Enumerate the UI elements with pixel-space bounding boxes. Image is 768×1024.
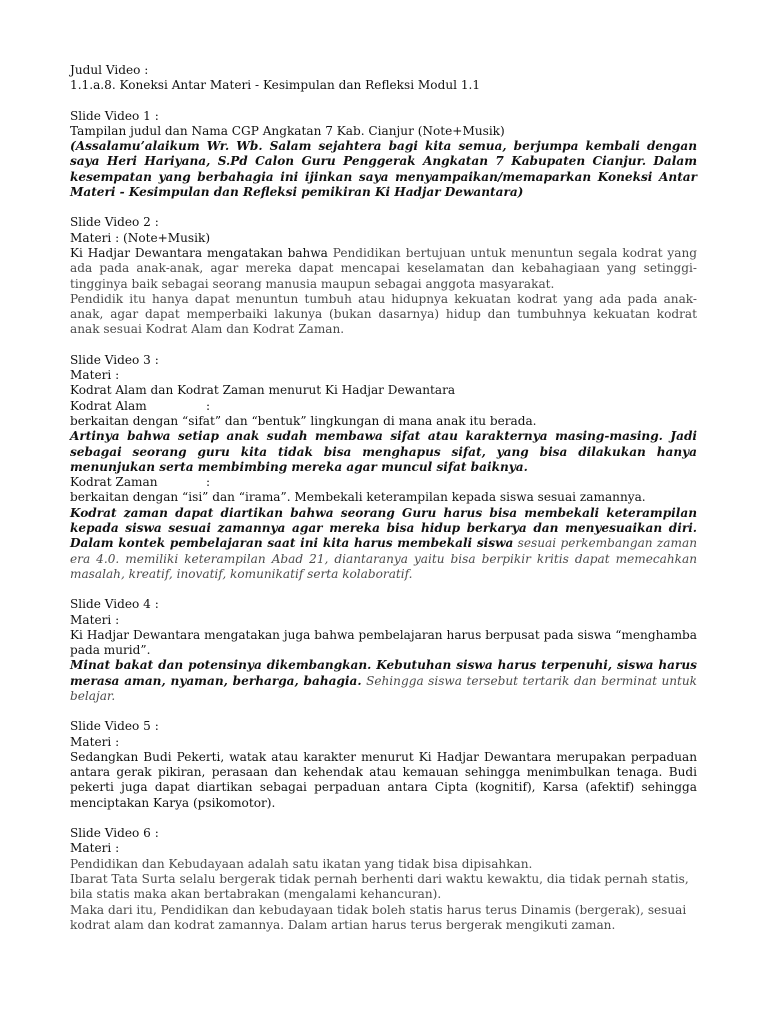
slide-2-paragraph-1-lead: Ki Hadjar Dewantara mengatakan bahwa (70, 245, 328, 260)
slide-3-heading: Slide Video 3 : (70, 352, 159, 367)
slide-5-materi: Materi : (70, 734, 120, 749)
slide-6-materi: Materi : (70, 841, 120, 856)
kodrat-zaman-label: Kodrat Zaman (70, 475, 158, 490)
slide-6-line-2: Ibarat Tata Surta selalu bergerak tidak pernah berhenti dari waktu kewaktu, dia tidak pernah statis, bila statis maka akan bertabrakan (mengalami kehancuran). (70, 871, 689, 902)
kodrat-zaman-italic (70, 506, 697, 582)
slide-6-line-3: Maka dari itu, Pendidikan dan kebudayaan tidak boleh statis harus terus Dinamis (bergerak), sesuai kodrat alam dan kodrat zamannya. Dalam artian harus terus bergerak mengikuti zaman. (70, 902, 687, 932)
slide-4-paragraph-2 (70, 658, 697, 704)
kodrat-alam-colon: : (206, 398, 211, 413)
slide-4-materi: Materi : (70, 612, 120, 627)
title-value: 1.1.a.8. Koneksi Antar Materi - Kesimpulan dan Refleksi Modul 1.1 (70, 78, 481, 93)
slide-1-heading: Slide Video 1 : (70, 108, 159, 123)
document-body (70, 63, 697, 933)
kodrat-alam-row (70, 399, 697, 414)
slide-2-paragraph-1-rest: Pendidikan bertujuan untuk menuntun segala kodrat yang ada pada anak-anak, agar mereka dapat mencapai keselamatan dan kebahagiaan yang setinggi-tingginya baik sebagai seorang manusia maupun sebagai anggota masyarakat. (70, 245, 698, 291)
slide-5-heading: Slide Video 5 : (70, 719, 159, 734)
slide-3-materi: Materi : (70, 368, 120, 383)
title-label: Judul Video : (70, 63, 149, 77)
kodrat-zaman-description: berkaitan dengan “isi” dan “irama”. Membekali keterampilan kepada siswa sesuai zamannya. (70, 490, 646, 505)
kodrat-alam-description: berkaitan dengan “sifat” dan “bentuk” lingkungan di mana anak itu berada. (70, 413, 537, 428)
slide-4-paragraph-1: Ki Hadjar Dewantara mengatakan juga bahwa pembelajaran harus berpusat pada siswa “menghamba pada murid”. (70, 627, 697, 658)
slide-1-line: Tampilan judul dan Nama CGP Angkatan 7 Kab. Cianjur (Note+Musik) (70, 123, 505, 138)
slide-2-heading: Slide Video 2 : (70, 215, 159, 230)
slide-4-paragraph-2-italic: Sehingga siswa tersebut tertarik dan berminat untuk belajar. (70, 673, 697, 703)
slide-1-italic-paragraph: (Assalamu’alaikum Wr. Wb. Salam sejahtera bagi kita semua, berjumpa kembali dengan saya Heri Hariyana, S.Pd Calon Guru Penggerak Angkatan 7 Kabupaten Cianjur. Dalam kesempatan yang berbahagia ini ijinkan saya menyampaikan/memaparkan Koneksi Antar Materi - Kesimpulan dan Refleksi pemikiran Ki Hadjar Dewantara) (70, 139, 697, 200)
slide-5-paragraph: Sedangkan Budi Pekerti, watak atau karakter menurut Ki Hadjar Dewantara merupakan perpaduan antara gerak pikiran, perasaan dan kehendak atau kemauan sehingga menimbulkan tenaga. Budi pekerti juga dapat diartikan sebagai perpaduan antara Cipta (kognitif), Karsa (afektif) sehingga menciptakan Karya (psikomotor). (70, 749, 697, 810)
slide-4-paragraph-2-bold: Minat bakat dan potensinya dikembangkan. Kebutuhan siswa harus terpenuhi, siswa harus merasa aman, nyaman, berharga, bahagia. (70, 658, 697, 688)
kodrat-alam-label: Kodrat Alam (70, 398, 147, 413)
slide-6-line-1: Pendidikan dan Kebudayaan adalah satu ikatan yang tidak bisa dipisahkan. (70, 856, 533, 871)
slide-2-paragraph-2: Pendidik itu hanya dapat menuntun tumbuh atau hidupnya kekuatan kodrat yang ada pada anak-anak, agar dapat memperbaiki lakunya (bukan dasarnya) hidup dan tumbuhnya kekuatan kodrat anak sesuai Kodrat Alam dan Kodrat Zaman. (70, 291, 697, 337)
kodrat-zaman-colon: : (206, 475, 211, 490)
slide-4-heading: Slide Video 4 : (70, 597, 159, 612)
kodrat-zaman-italic-gray: sesuai perkembangan zaman era 4.0. memiliki keterampilan Abad 21, diantaranya yaitu bisa berpikir kritis dapat memecahkan masalah, kreatif, inovatif, komunikatif serta kolaboratif. (70, 536, 697, 581)
slide-2-materi: Materi : (Note+Musik) (70, 230, 211, 245)
slide-6-heading: Slide Video 6 : (70, 826, 159, 841)
kodrat-zaman-row (70, 475, 697, 490)
kodrat-alam-italic: Artinya bahwa setiap anak sudah membawa sifat atau karakternya masing-masing. Jadi sebagai seorang guru kita tidak bisa menghapus sifat, yang bisa dilakukan hanya menunjukan serta membimbing mereka agar muncul sifat baiknya. (70, 429, 697, 474)
slide-2-paragraph-1 (70, 246, 697, 292)
slide-3-subtitle: Kodrat Alam dan Kodrat Zaman menurut Ki Hadjar Dewantara (70, 383, 456, 398)
kodrat-zaman-italic-bold: Kodrat zaman dapat diartikan bahwa seorang Guru harus bisa membekali keterampilan kepada siswa sesuai zamannya agar mereka bisa hidup berkarya dan menyesuaikan diri. Dalam kontek pembelajaran saat ini kita harus membekali siswa (70, 505, 697, 551)
